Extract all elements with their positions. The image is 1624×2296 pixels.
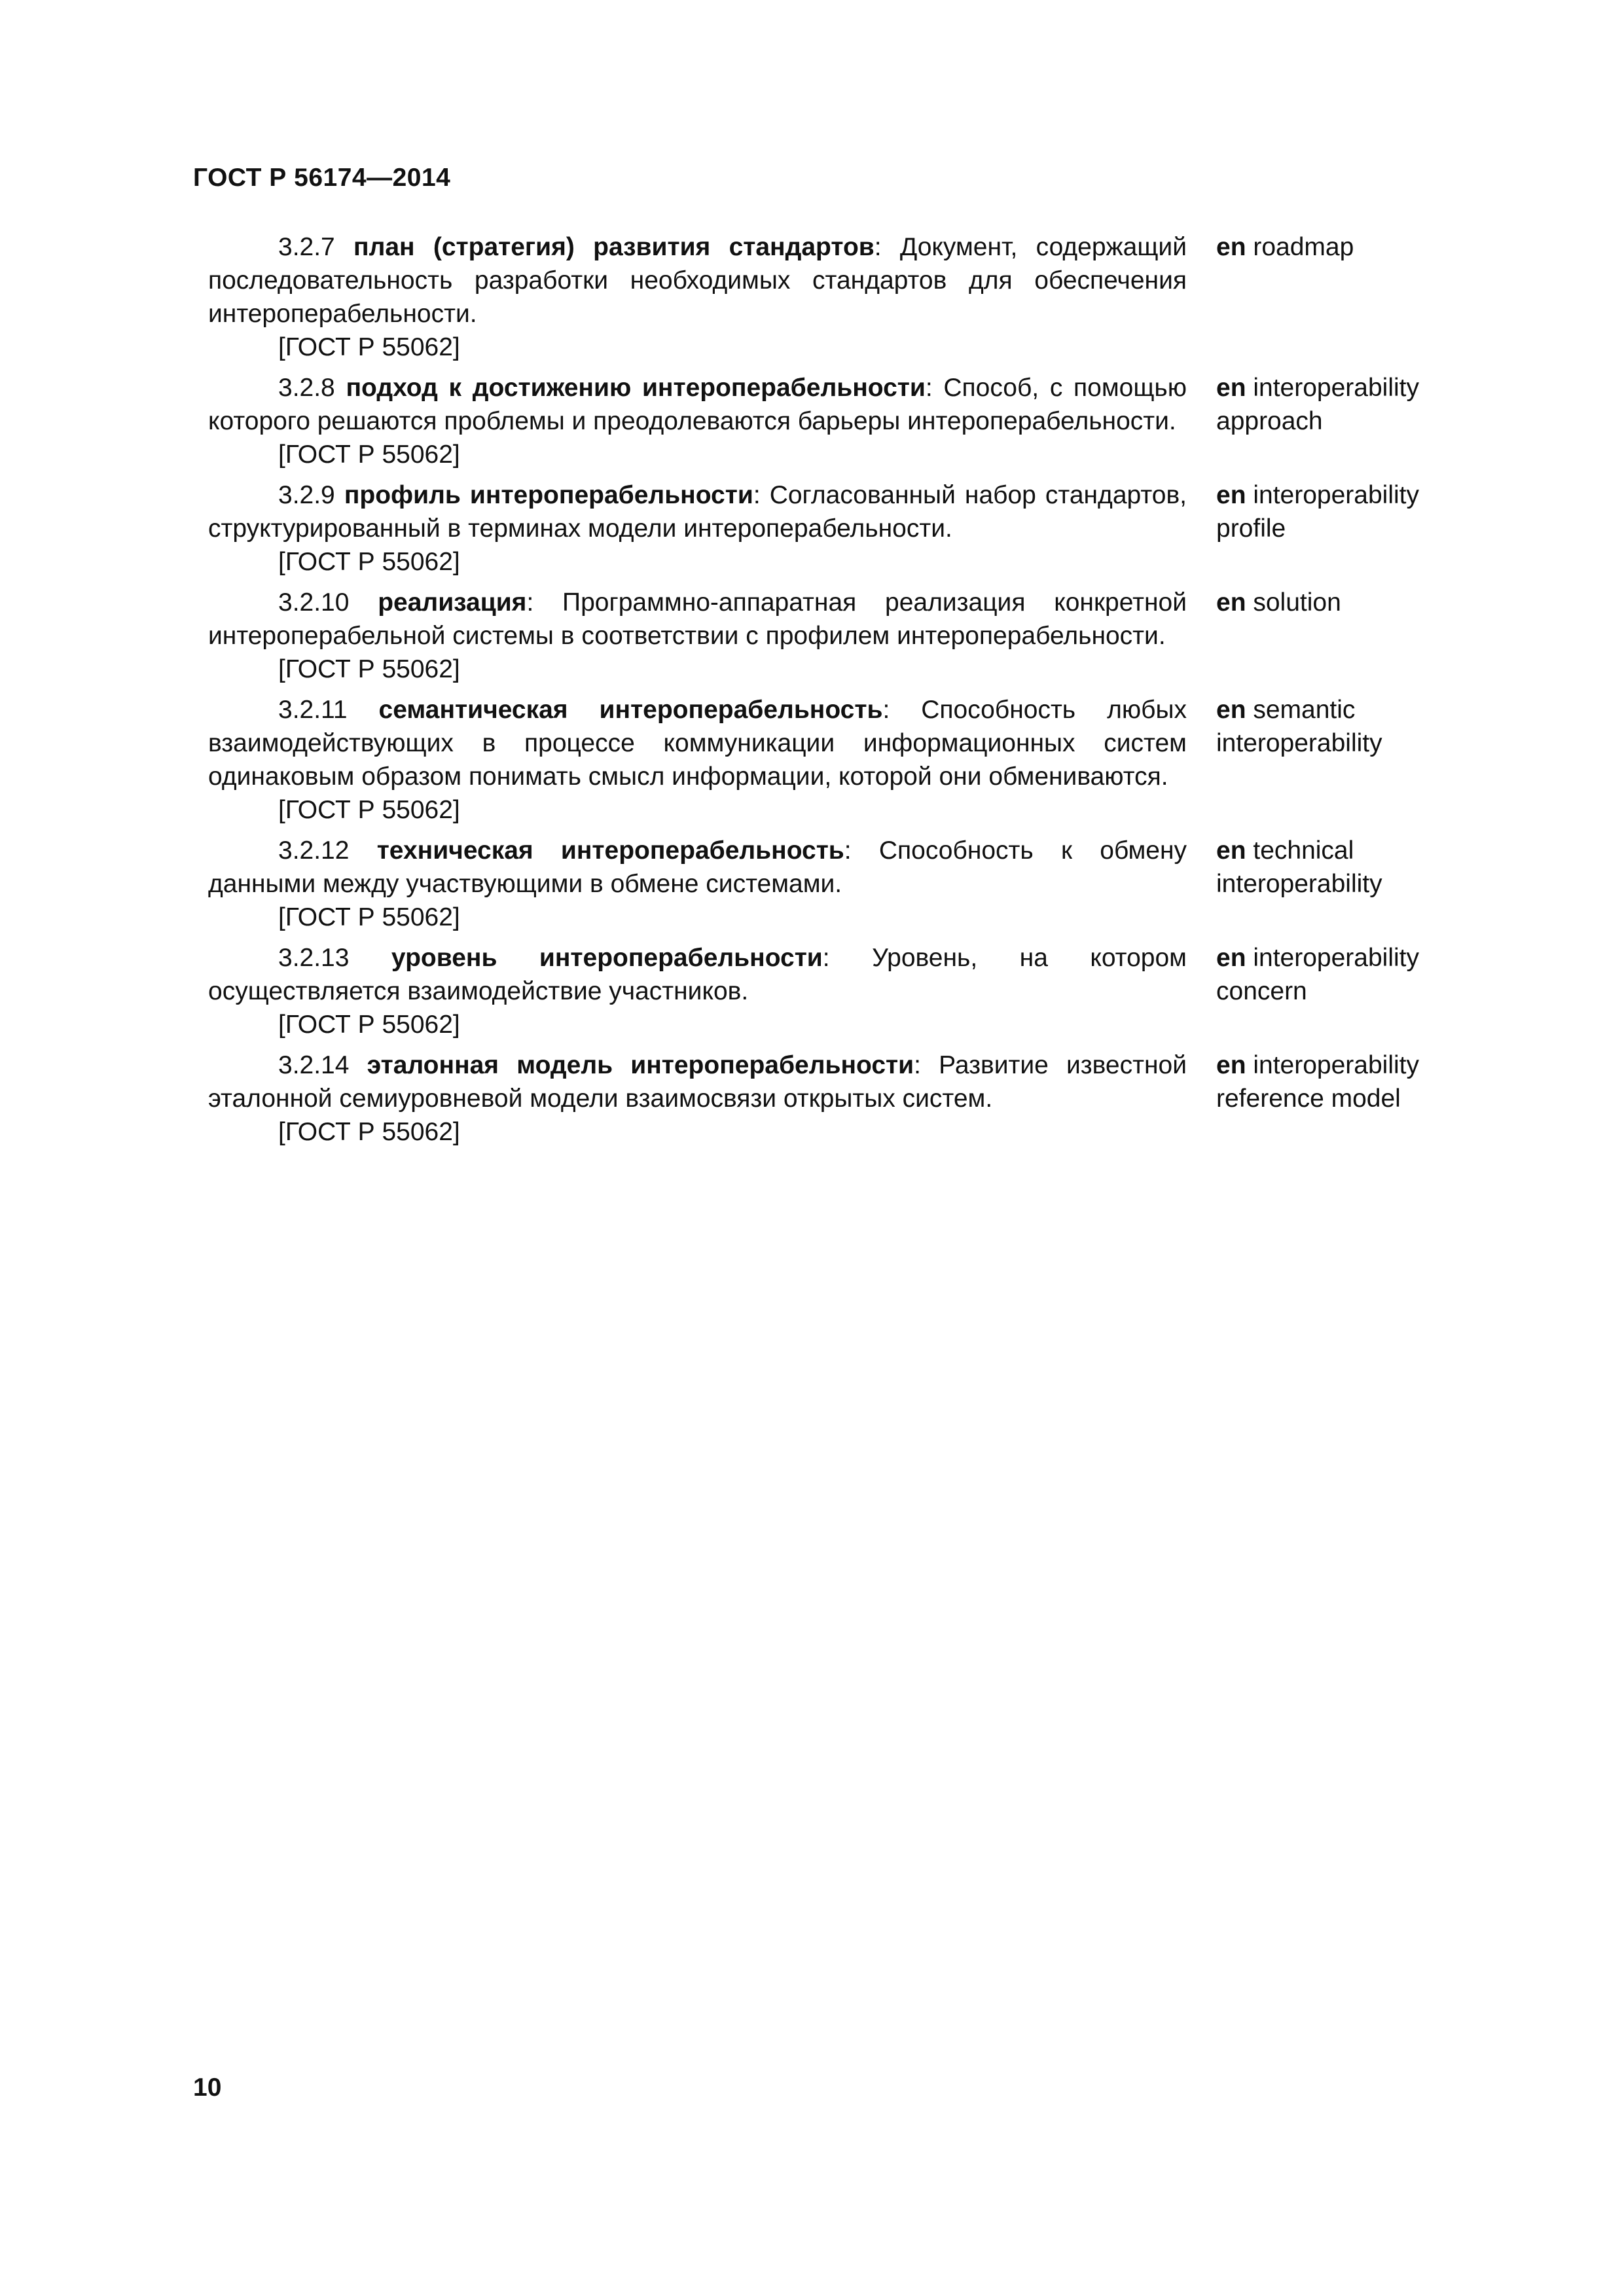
entry-english [1216, 941, 1488, 1008]
entry-body [208, 1049, 1187, 1149]
en-term: interoperability approach [1216, 374, 1419, 435]
entry-definition-text: : Способность к обмену данными между участвующими в обмене системами. [208, 836, 1187, 898]
en-label: en [1216, 836, 1246, 865]
entry-english [1216, 586, 1488, 619]
entry-term: эталонная модель интероперабельности [367, 1051, 914, 1079]
entry-number: 3.2.12 [278, 836, 350, 865]
entry-definition [208, 693, 1187, 793]
entry-english [1216, 478, 1488, 545]
en-term: roadmap [1253, 233, 1354, 261]
entry-english [1216, 693, 1488, 760]
en-label: en [1216, 944, 1246, 972]
entry-number: 3.2.11 [278, 696, 348, 724]
en-term: interoperability reference model [1216, 1051, 1419, 1113]
term-entry [208, 478, 1491, 579]
entry-term: техническая интероперабельность [376, 836, 844, 865]
document-header: ГОСТ Р 56174—2014 [193, 164, 451, 192]
terms-list [208, 230, 1491, 1156]
entry-number: 3.2.7 [278, 233, 335, 261]
entry-term: семантическая интероперабельность [378, 696, 883, 724]
entry-term: реализация [378, 588, 527, 617]
entry-term: уровень интероперабельности [391, 944, 823, 972]
page-number: 10 [193, 2073, 222, 2102]
entry-body [208, 834, 1187, 934]
entry-number: 3.2.9 [278, 481, 335, 509]
en-term: solution [1253, 588, 1341, 617]
entry-body [208, 941, 1187, 1041]
entry-body [208, 586, 1187, 686]
entry-source: [ГОСТ Р 55062] [278, 796, 460, 824]
entry-number: 3.2.10 [278, 588, 350, 617]
entry-body [208, 693, 1187, 827]
term-entry [208, 371, 1491, 471]
entry-source: [ГОСТ Р 55062] [278, 903, 460, 931]
entry-term: подход к достижению интероперабельности [346, 374, 926, 402]
entry-source: [ГОСТ Р 55062] [278, 440, 460, 469]
entry-number: 3.2.14 [278, 1051, 350, 1079]
term-entry [208, 230, 1491, 364]
entry-definition-text: : Программно-аппаратная реализация конкретной интероперабельной системы в соответствии с профилем интероперабельности. [208, 588, 1187, 650]
entry-definition [208, 834, 1187, 901]
entry-term: план (стратегия) развития стандартов [353, 233, 875, 261]
en-label: en [1216, 481, 1246, 509]
entry-source: [ГОСТ Р 55062] [278, 655, 460, 683]
entry-definition [208, 941, 1187, 1008]
entry-source: [ГОСТ Р 55062] [278, 1118, 460, 1146]
entry-definition-text: : Документ, содержащий последовательность разработки необходимых стандартов для обеспечения интероперабельности. [208, 233, 1187, 328]
en-term: semantic interoperability [1216, 696, 1382, 757]
en-label: en [1216, 1051, 1246, 1079]
entry-definition-text: : Способ, с помощью которого решаются проблемы и преодолеваются барьеры интероперабельности. [208, 374, 1187, 435]
entry-definition-text: : Уровень, на котором осуществляется взаимодействие участников. [208, 944, 1187, 1005]
entry-definition [208, 586, 1187, 653]
entry-number: 3.2.13 [278, 944, 350, 972]
entry-definition-text: : Развитие известной эталонной семиуровневой модели взаимосвязи открытых систем. [208, 1051, 1187, 1113]
term-entry [208, 1049, 1491, 1149]
en-term: interoperability concern [1216, 944, 1419, 1005]
entry-term: профиль интероперабельности [344, 481, 753, 509]
en-label: en [1216, 588, 1246, 617]
term-entry [208, 693, 1491, 827]
entry-definition [208, 230, 1187, 331]
en-term: interoperability profile [1216, 481, 1419, 543]
entry-english [1216, 371, 1488, 438]
en-term: technical interoperability [1216, 836, 1382, 898]
en-label: en [1216, 374, 1246, 402]
entry-number: 3.2.8 [278, 374, 335, 402]
entry-source: [ГОСТ Р 55062] [278, 1011, 460, 1039]
entry-body [208, 371, 1187, 471]
entry-english [1216, 834, 1488, 901]
entry-definition [208, 371, 1187, 438]
term-entry [208, 586, 1491, 686]
entry-definition-text: : Согласованный набор стандартов, структурированный в терминах модели интероперабельности. [208, 481, 1187, 543]
en-label: en [1216, 696, 1246, 724]
entry-body [208, 230, 1187, 364]
entry-definition [208, 478, 1187, 545]
en-label: en [1216, 233, 1246, 261]
entry-english [1216, 230, 1488, 264]
term-entry [208, 941, 1491, 1041]
entry-definition-text: : Способность любых взаимодействующих в процессе коммуникации информационных систем одинаковым образом понимать смысл информации, которой они обмениваются. [208, 696, 1187, 791]
entry-source: [ГОСТ Р 55062] [278, 333, 460, 361]
entry-english [1216, 1049, 1488, 1115]
entry-definition [208, 1049, 1187, 1115]
term-entry [208, 834, 1491, 934]
entry-source: [ГОСТ Р 55062] [278, 548, 460, 576]
entry-body [208, 478, 1187, 579]
